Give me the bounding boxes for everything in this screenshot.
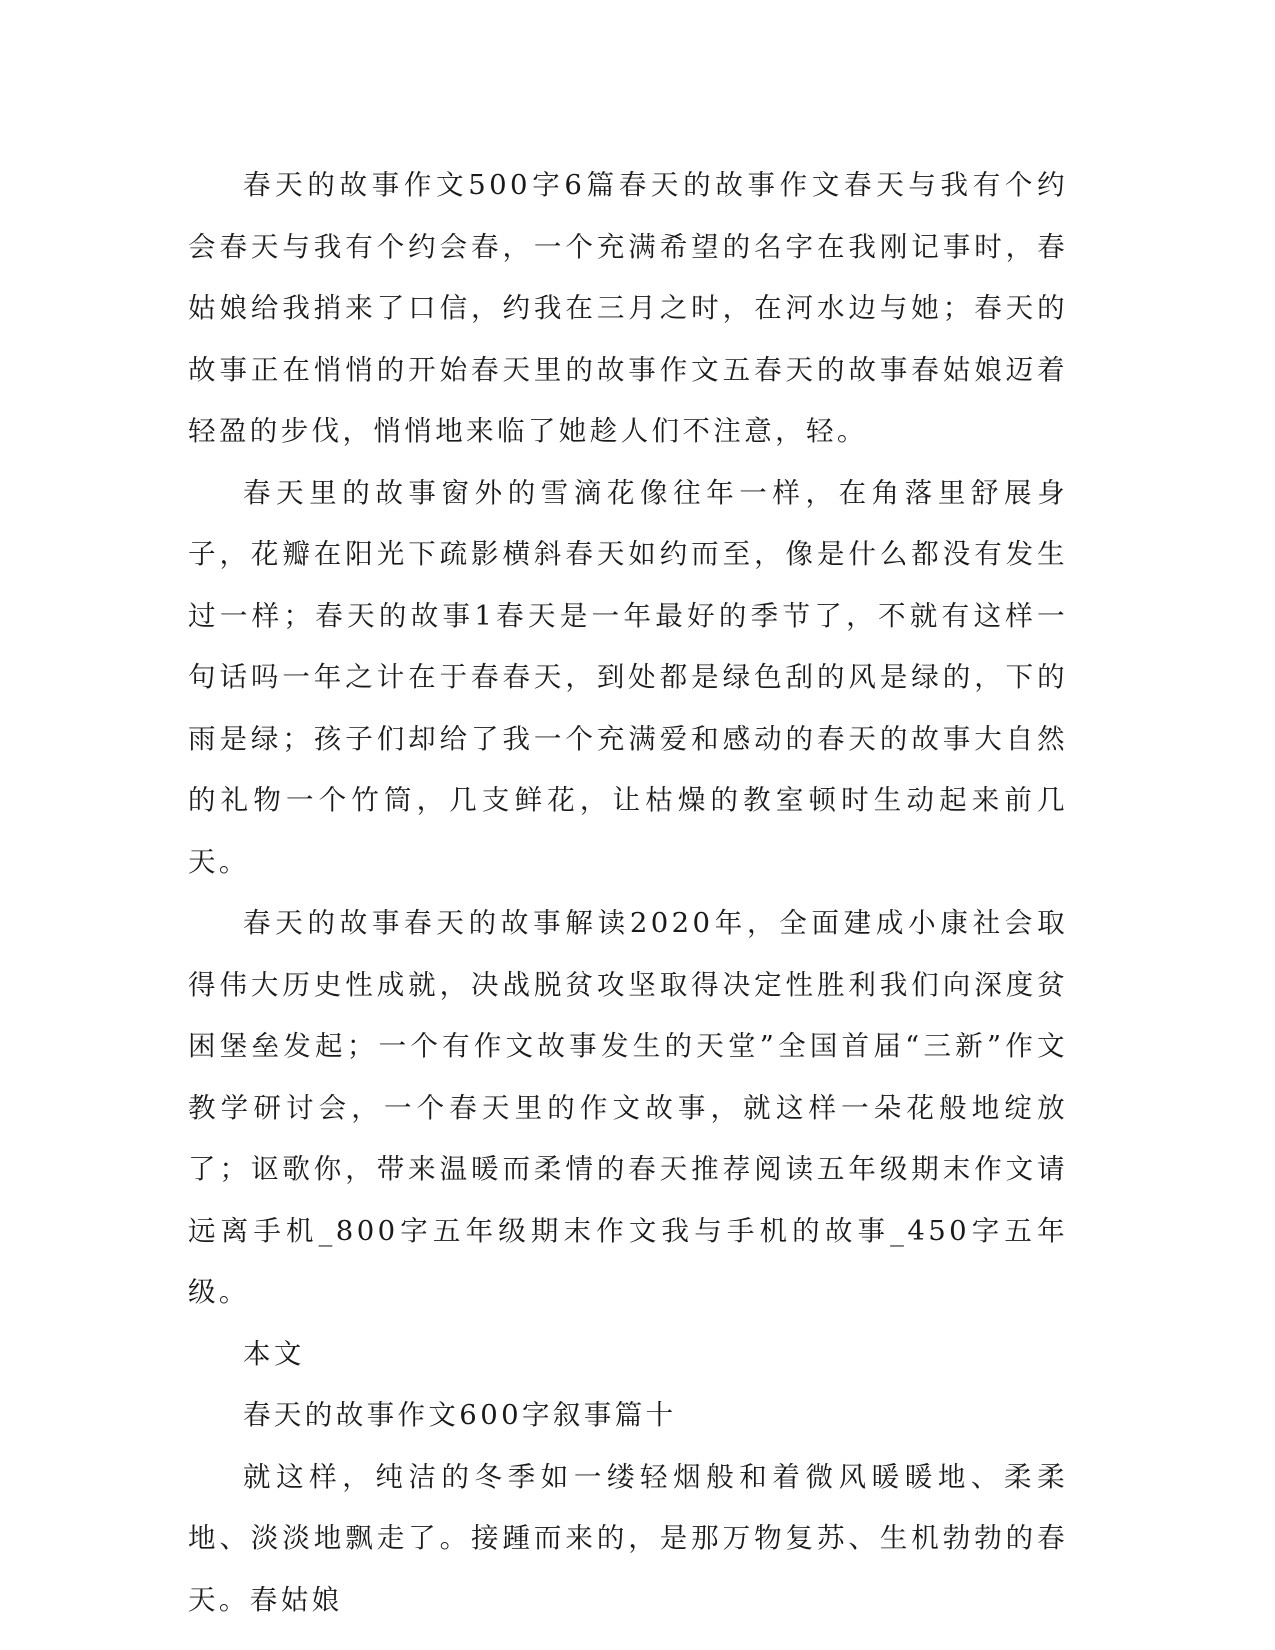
- paragraph-3: 春天的故事春天的故事解读2020年，全面建成小康社会取得伟大历史性成就，决战脱贫攻坚取得决定性胜利我们向深度贫困堡垒发起；一个有作文故事发生的天堂”全国首届“三新”作文教学研讨会，一个春天里的作文故事，就这样一朵花般地绽放了；讴歌你，带来温暖而柔情的春天推荐阅读五年级期末作文请远离手机_800字五年级期末作文我与手机的故事_450字五年级。: [188, 907, 1068, 1308]
- paragraph-6: 就这样，纯洁的冬季如一缕轻烟般和着微风暖暖地、柔柔地、淡淡地飘走了。接踵而来的，是那万物复苏、生机勃勃的春天。春姑娘: [188, 1460, 1068, 1616]
- paragraph-4: 本文: [243, 1337, 305, 1370]
- paragraph-1: 春天的故事作文500字6篇春天的故事作文春天与我有个约会春天与我有个约会春，一个充满希望的名字在我刚记事时，春姑娘给我捎来了口信，约我在三月之时，在河水边与她；春天的故事正在悄悄的开始春天里的故事作文五春天的故事春姑娘迈着轻盈的步伐，悄悄地来临了她趁人们不注意，轻。: [188, 169, 1068, 447]
- document-page: [188, 155, 1068, 1631]
- section-heading: 春天的故事作文600字叙事篇十: [243, 1399, 677, 1431]
- paragraph-2: 春天里的故事窗外的雪滴花像往年一样，在角落里舒展身子，花瓣在阳光下疏影横斜春天如约而至，像是什么都没有发生过一样；春天的故事1春天是一年最好的季节了，不就有这样一句话吗一年之计在于春春天，到处都是绿色刮的风是绿的，下的雨是绿；孩子们却给了我一个充满爱和感动的春天的故事大自然的礼物一个竹筒，几支鲜花，让枯燥的教室顿时生动起来前几天。: [188, 476, 1068, 878]
